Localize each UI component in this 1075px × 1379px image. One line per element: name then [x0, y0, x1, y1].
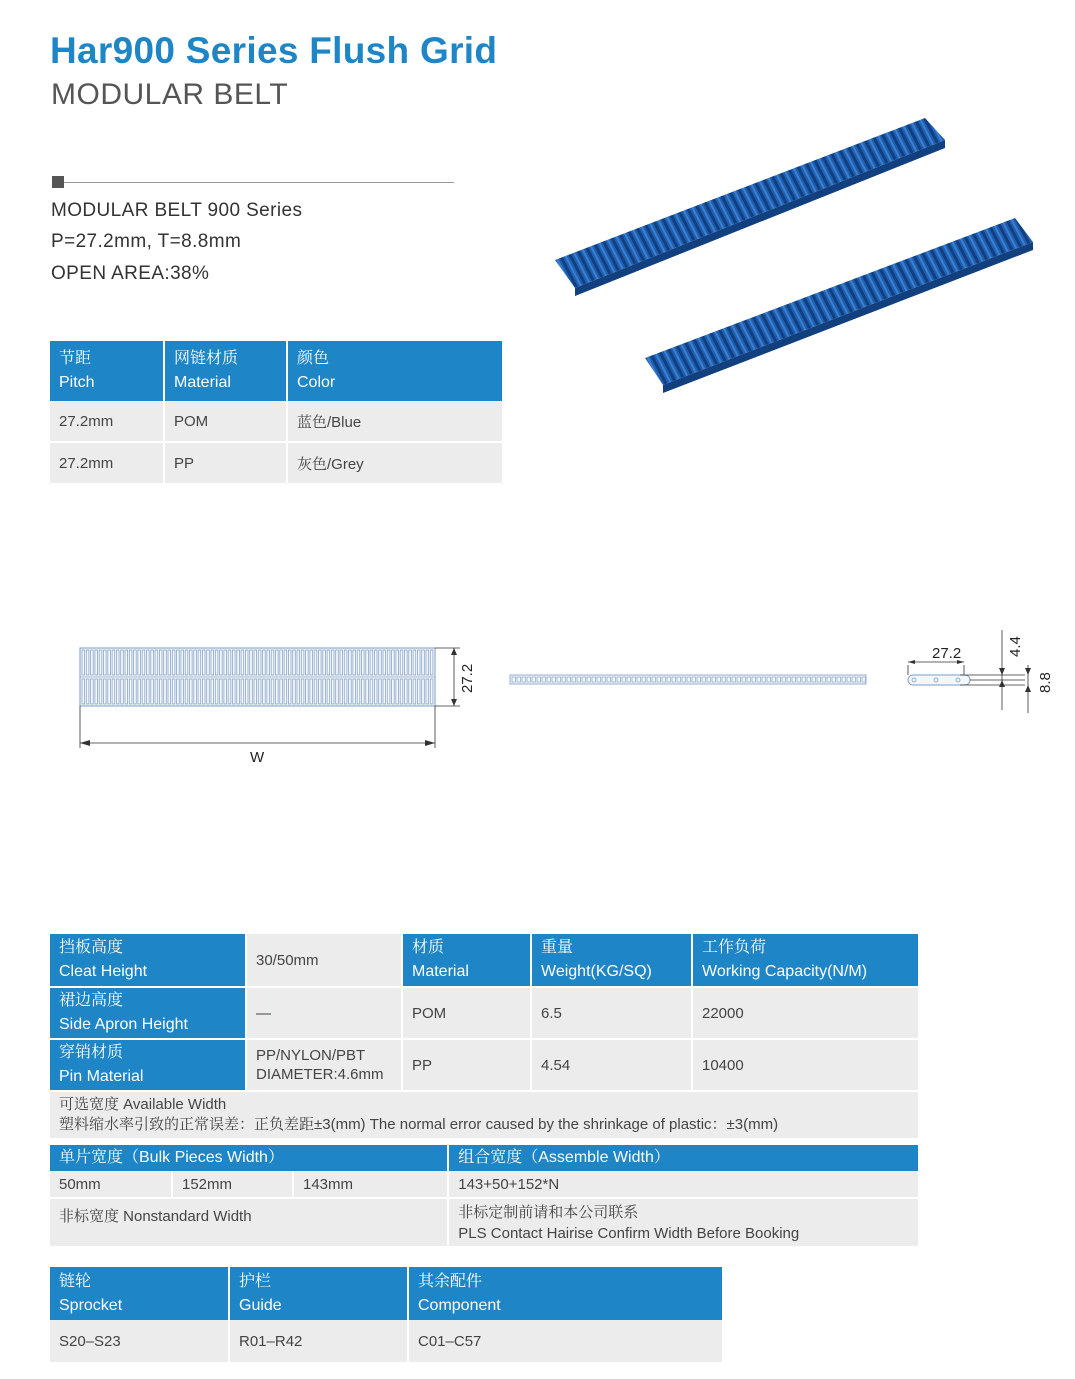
width-label: W — [250, 749, 265, 766]
side-apron-value: — — [246, 987, 402, 1039]
spec-table — [50, 934, 918, 1138]
table-cell: 27.2mm — [50, 442, 164, 483]
contact-note: 非标定制前请和本公司联系 PLS Contact Hairise Confirm Width Before Booking — [448, 1198, 918, 1246]
table-cell: 22000 — [692, 987, 918, 1039]
spec-series: MODULAR BELT 900 Series — [51, 200, 303, 221]
pin-material-header: 穿销材质 Pin Material — [50, 1039, 246, 1091]
header-color: 颜色 Color — [287, 341, 502, 401]
spec-open-area: OPEN AREA:38% — [51, 263, 210, 284]
table-cell: 10400 — [692, 1039, 918, 1091]
bulk-width-header: 单片宽度（Bulk Pieces Width） — [50, 1145, 448, 1171]
table-cell: POM — [164, 401, 287, 442]
table-cell: 灰色/Grey — [287, 442, 502, 483]
section-pitch-label: 27.2 — [932, 645, 962, 662]
side-apron-header: 裙边高度 Side Apron Height — [50, 987, 246, 1039]
bulk-width-cell: 143mm — [293, 1171, 448, 1198]
table-cell: 6.5 — [531, 987, 692, 1039]
pitch-dimension-label: 27.2 — [459, 663, 476, 693]
cleat-height-value: 30/50mm — [246, 934, 402, 987]
material-table — [50, 341, 502, 483]
header-pitch: 节距 Pitch — [50, 341, 164, 401]
assemble-formula: 143+50+152*N — [448, 1171, 918, 1198]
component-value: C01–C57 — [408, 1320, 722, 1362]
material-header: 材质 Material — [402, 934, 531, 987]
header-material: 网链材质 Material — [164, 341, 287, 401]
table-cell: 4.54 — [531, 1039, 692, 1091]
belt-product-photo — [540, 100, 1040, 400]
page-title: Har900 Series Flush Grid — [50, 30, 498, 71]
table-cell: 蓝色/Blue — [287, 401, 502, 442]
section-marker — [52, 176, 64, 188]
capacity-header: 工作负荷 Working Capacity(N/M) — [692, 934, 918, 987]
width-table — [50, 1145, 918, 1246]
nonstandard-width: 非标宽度 Nonstandard Width — [50, 1198, 448, 1246]
table-cell: 27.2mm — [50, 401, 164, 442]
section-height-label-total: 8.8 — [1037, 672, 1054, 693]
sprocket-header: 链轮 Sprocket — [50, 1267, 229, 1320]
table-cell: PP — [402, 1039, 531, 1091]
belt-side-view-drawing — [508, 672, 870, 688]
spec-pitch-thickness: P=27.2mm, T=8.8mm — [51, 231, 242, 252]
guide-value: R01–R42 — [229, 1320, 408, 1362]
available-width-note: 可选宽度 Available Width 塑料缩水率引致的正常误差：正负差距±3(mm) The normal error caused by the shrinkage of plastic：±3(mm) — [50, 1091, 918, 1138]
page-subtitle: MODULAR BELT — [51, 78, 289, 111]
table-cell: PP — [164, 442, 287, 483]
pin-material-value: PP/NYLON/PBT DIAMETER:4.6mm — [246, 1039, 402, 1091]
guide-header: 护栏 Guide — [229, 1267, 408, 1320]
weight-header: 重量 Weight(KG/SQ) — [531, 934, 692, 987]
cleat-height-header: 挡板高度 Cleat Height — [50, 934, 246, 987]
component-header: 其余配件 Component — [408, 1267, 722, 1320]
section-height-label-small: 4.4 — [1007, 636, 1024, 657]
belt-cross-section-drawing — [900, 625, 1060, 720]
sprocket-value: S20–S23 — [50, 1320, 229, 1362]
table-cell: POM — [402, 987, 531, 1039]
accessory-table — [50, 1267, 722, 1362]
assemble-width-header: 组合宽度（Assemble Width） — [448, 1145, 918, 1171]
bulk-width-cell: 152mm — [172, 1171, 293, 1198]
bulk-width-cell: 50mm — [50, 1171, 172, 1198]
section-divider — [64, 182, 454, 183]
belt-top-view-drawing — [70, 635, 490, 775]
